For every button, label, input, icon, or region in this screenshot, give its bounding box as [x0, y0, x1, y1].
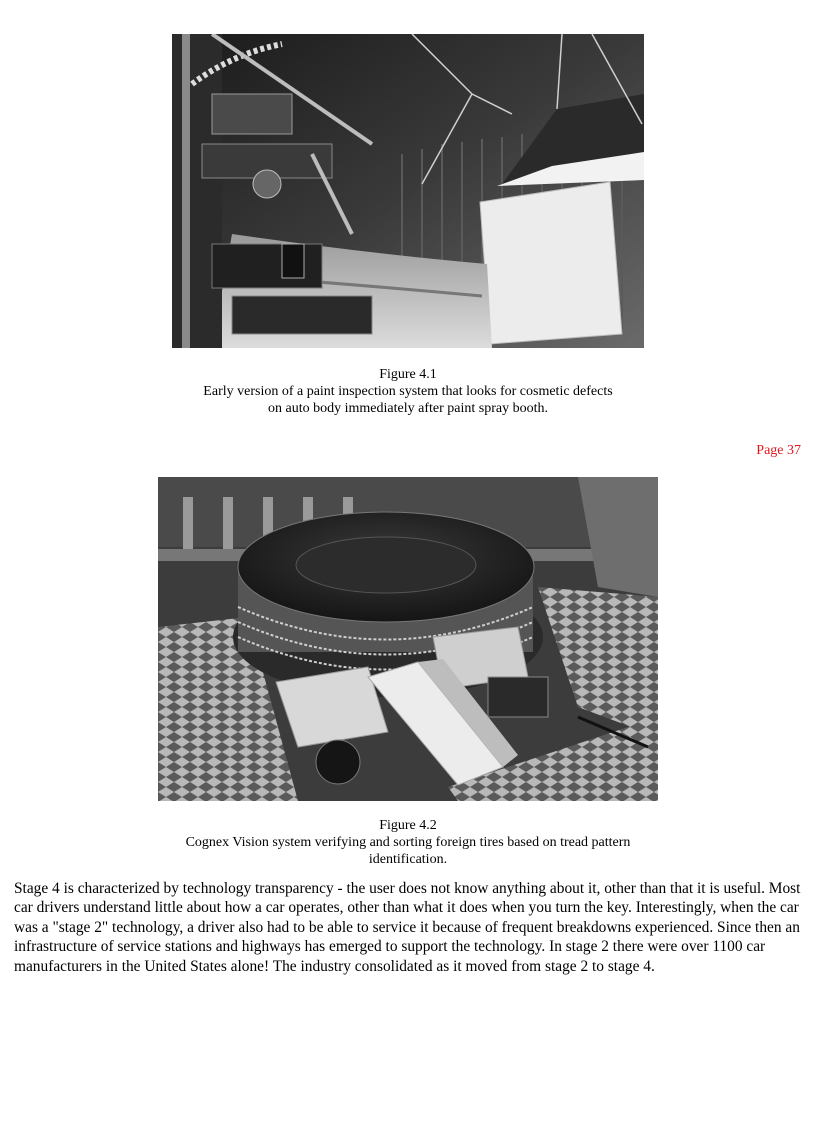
figure-4-2-photo	[158, 477, 658, 801]
body-paragraph: Stage 4 is characterized by technology transparency - the user does not know anything about it, other than that it is useful. Most car drivers understand little about how a car operates, other than what it does when you turn the key. Interestingly, when the car was a "stage 2" technology, a driver also had to be able to service it because of frequent breakdowns experienced. Since then an infrastructure of service stations and highways has emerged to support the technology. In stage 2 there were over 1100 car manufacturers in the United States alone! The industry consolidated as it moved from stage 2 to stage 4.	[14, 880, 801, 975]
caption-line: on auto body immediately after paint spray booth.	[268, 401, 548, 416]
figure-4-1-caption	[0, 366, 816, 417]
figure-label: Figure 4.1	[379, 367, 437, 382]
caption-line: Cognex Vision system verifying and sorting foreign tires based on tread pattern	[185, 835, 631, 850]
figure-label: Figure 4.2	[379, 818, 437, 833]
page-number: Page 37	[756, 443, 801, 458]
caption-line: Early version of a paint inspection system that looks for cosmetic defects	[203, 384, 613, 399]
figure-4-1-photo	[172, 34, 644, 348]
tire-sorting-photo	[158, 477, 658, 801]
paint-inspection-photo	[172, 34, 644, 348]
caption-line: identification.	[368, 852, 448, 867]
figure-4-2-caption	[0, 817, 816, 868]
